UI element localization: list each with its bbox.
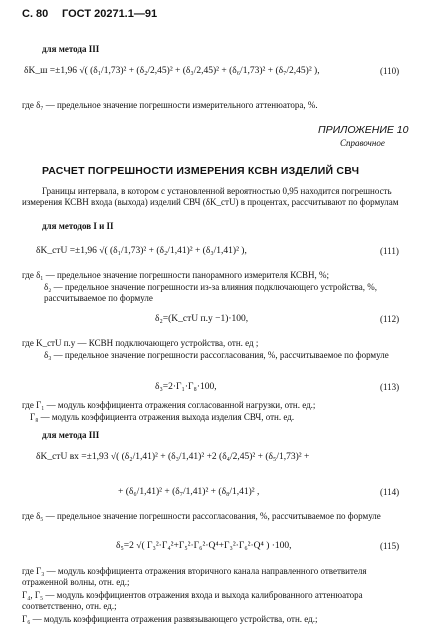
equation-number-114: (114) xyxy=(380,487,400,497)
definition-gamma8: Γ₈ — модуль коэффициента отражения выхода изделия СВЧ, отн. ед. xyxy=(30,412,295,422)
equation-number-110: (110) xyxy=(380,66,400,76)
appendix-title: ПРИЛОЖЕНИЕ 10 xyxy=(318,124,409,136)
section-title: РАСЧЕТ ПОГРЕШНОСТИ ИЗМЕРЕНИЯ КСВН ИЗДЕЛИЙ СВЧ xyxy=(42,165,360,177)
equation-number-113: (113) xyxy=(380,382,400,392)
equation-number-112: (112) xyxy=(380,314,400,324)
formula-110: δK_ш =±1,96 √( (δ₁/1,73)² + (δ₂/2,45)² + (δ₃/2,45)² + (δ₆/1,73)² + (δ₇/2,45)² ), xyxy=(24,66,320,76)
definition-gamma1: где Γ₁ — модуль коэффициента отражения согласованной нагрузки, отн. ед.; xyxy=(22,400,316,410)
formula-113: δ₃=2·Γ₁·Γ₈·100, xyxy=(155,382,217,392)
definition-k-pu: где K_стU п.у — КСВН подключающего устройства, отн. ед ; xyxy=(22,338,259,348)
formula-112: δ₂=(K_стU п.у −1)·100, xyxy=(155,314,249,324)
page-number: С. 80 xyxy=(22,8,49,20)
equation-number-111: (111) xyxy=(380,246,399,256)
definition-delta1: где δ₁ — предельное значение погрешности панорамного измерителя КСВН, %; xyxy=(22,270,330,280)
formula-115: δ₅=2 √( Γ₃²·Γ₄²+Γ₅²·Γ₆²·Q⁴+Γ₃²·Γ₆²·Q⁴ ) ·100, xyxy=(116,541,292,551)
method-label: для метода III xyxy=(42,44,100,54)
definition-gamma4-5: Γ₄, Γ₅ — модуль коэффициентов отражения входа и выхода калиброванного аттенюатора соответственно, отн. ед.; xyxy=(22,590,363,612)
methods-1-2-label: для методов I и II xyxy=(42,221,114,231)
gost-code: ГОСТ 20271.1—91 xyxy=(62,8,158,20)
definition-delta5: где δ₅ — предельное значение погрешности рассогласования, %, рассчитываемое по формуле xyxy=(22,511,381,521)
formula-114-line2: + (δ₆/1,41)² + (δ₇/1,41)² + (δ₈/1,41)² , xyxy=(118,487,260,497)
definition-gamma6: Γ₆ — модуль коэффициента отражения развязывающего устройства, отн. ед.; xyxy=(22,614,318,624)
method-3-label: для метода III xyxy=(42,430,100,440)
definition-gamma3: где Γ₃ — модуль коэффициента отражения вторичного канала направленного ответвителя отраженной волны, отн. ед.; xyxy=(22,566,367,588)
intro-paragraph: Границы интервала, в котором с установленной вероятностью 0,95 находится погрешность измерения КСВН входа (выхода) изделий СВЧ (δK_стU) в процентах, рассчитывают по формулам xyxy=(22,186,399,208)
definition-delta2: δ₂ — предельное значение погрешности из-за влияния подключающего устройства, %, рассчитываемое по формуле xyxy=(44,282,377,304)
equation-number-115: (115) xyxy=(380,541,400,551)
definition-delta7: где δ₇ — предельное значение погрешности измерительного аттенюатора, %. xyxy=(22,100,318,110)
appendix-subtitle: Справочное xyxy=(340,138,385,148)
definition-delta3: δ₃ — предельное значение погрешности рассогласования, %, рассчитываемое по формуле xyxy=(44,350,389,360)
formula-111: δK_стU =±1,96 √( (δ₁/1,73)² + (δ₂/1,41)² + (δ₃/1,41)² ), xyxy=(36,246,247,256)
formula-114-line1: δK_стU вх =±1,93 √( (δ₂/1,41)² + (δ₃/1,41)² +2 (δ₄/2,45)² + (δ₅/1,73)² + xyxy=(36,452,310,462)
